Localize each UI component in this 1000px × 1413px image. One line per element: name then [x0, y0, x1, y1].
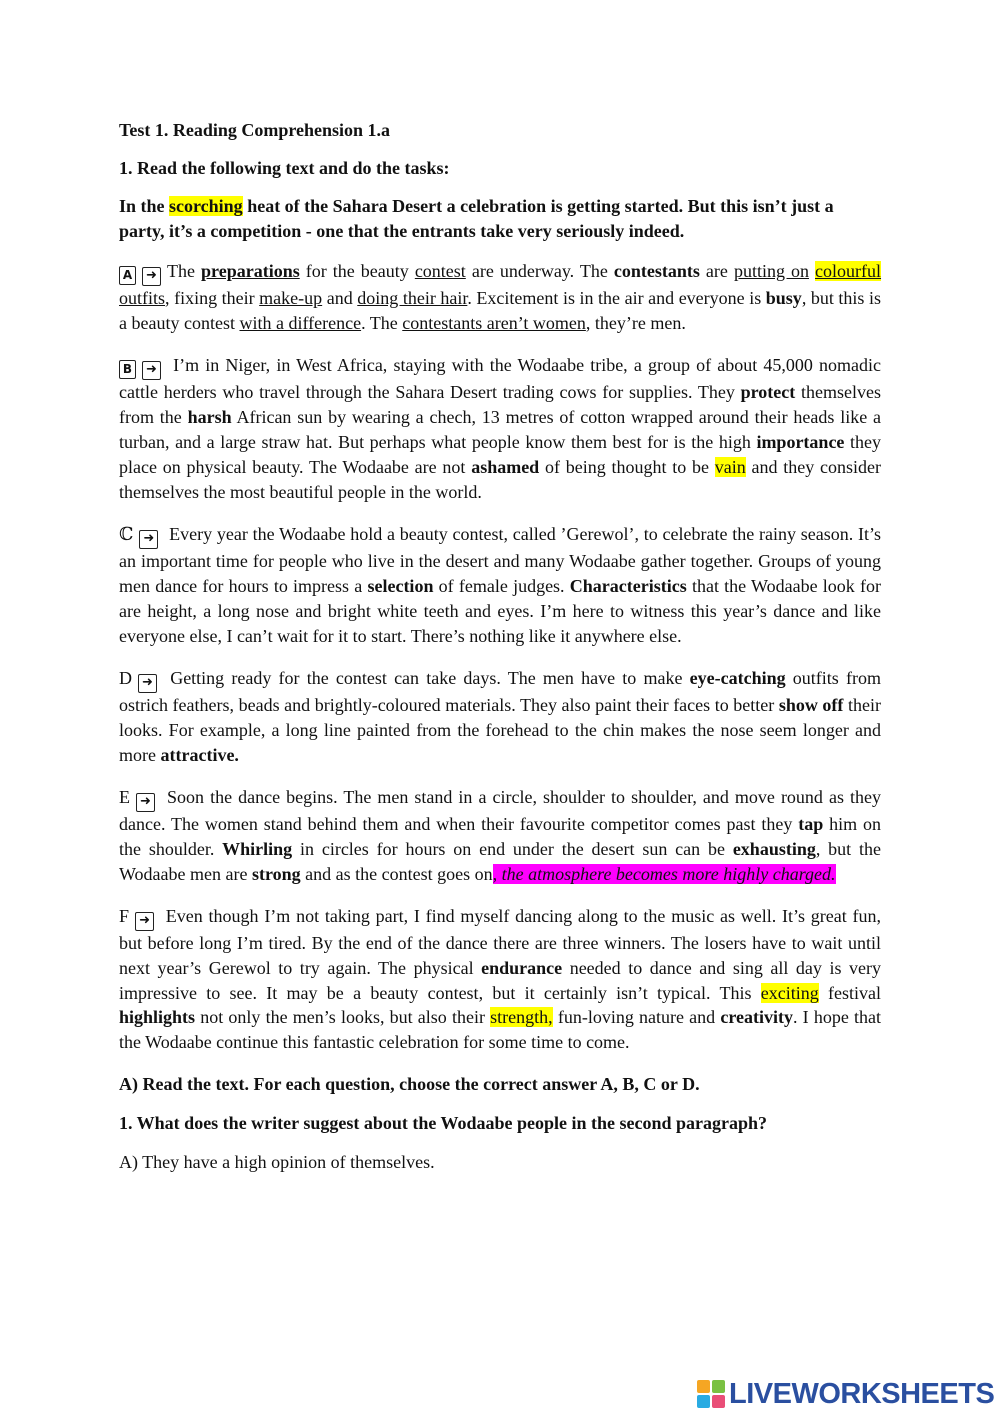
paragraph-label-e: E [119, 787, 130, 807]
bold-word: endurance [481, 957, 563, 978]
text: Every year the Wodaabe hold a beauty contest, called ’Gerewol’, to celebrate the rainy season. It’s an important time for people who live in the desert and many Wodaabe gather together. Groups of young men dance for hours to impress a [119, 524, 881, 596]
paragraph-label-a: A [119, 266, 136, 285]
text: in circles for hours on end under the desert sun can be [292, 839, 733, 859]
section-a-instruction: A) Read the text. For each question, choose the correct answer A, B, C or D. [119, 1073, 700, 1094]
paragraph-c [119, 522, 881, 649]
bold-word: creativity [720, 1007, 793, 1028]
text: . The [361, 313, 403, 333]
text: , they’re men. [585, 313, 686, 333]
logo-square [712, 1380, 725, 1393]
underlined-phrase: contestants aren’t women [402, 313, 586, 333]
highlight-atmosphere: , the atmosphere becomes more highly charged. [492, 864, 836, 884]
underlined-phrase: doing their hair [357, 288, 468, 308]
arrow-icon: ➜ [142, 267, 161, 286]
paragraph-label-b: B [119, 360, 136, 379]
logo-square [697, 1395, 710, 1408]
text: . Excitement is in the air and everyone is [467, 288, 766, 308]
logo-square [712, 1395, 725, 1408]
arrow-icon: ➜ [136, 793, 155, 812]
text: and they consider themselves the most beautiful people in the world. [119, 457, 881, 502]
arrow-icon: ➜ [135, 912, 154, 931]
text: African sun by wearing a chech, 13 metres of cotton wrapped around their heads like a turban, and a large straw hat. But perhaps what people know them best for is the high [119, 407, 882, 452]
text: and [322, 288, 358, 308]
bold-word: protect [740, 382, 796, 402]
underlined-phrase: outfits [119, 288, 166, 308]
text: are [699, 261, 734, 281]
text: , fixing their [165, 288, 260, 308]
highlight-exciting: exciting [760, 982, 819, 1003]
intro-paragraph [119, 194, 881, 244]
text: fun-loving nature and [552, 1007, 721, 1028]
text: that the Wodaabe look for are height, a long nose and bright white teeth and eyes. I’m here to witness this year’s dance and like everyone else, I can’t wait for it to start. There’s nothing like it anywhere else. [119, 576, 881, 646]
answer-option-a[interactable]: A) They have a high opinion of themselves. [119, 1151, 435, 1172]
bold-word: Characteristics [569, 576, 687, 596]
text: they place on physical beauty. The Wodaabe are not [119, 432, 881, 477]
paragraph-label-d: D [119, 668, 132, 688]
bold-word: exhausting [732, 839, 816, 859]
highlight-scorching: scorching [169, 196, 243, 216]
text: festival [818, 982, 882, 1003]
text: . I hope that the Wodaabe continue this fantastic celebration for some time to come. [119, 1007, 882, 1053]
bold-word: harsh [187, 407, 232, 427]
bold-word: importance [756, 432, 845, 452]
task-title: 1. Read the following text and do the tasks: [119, 158, 450, 178]
text: , but this is a beauty contest [119, 288, 881, 333]
underlined-phrase: putting on [733, 261, 809, 281]
text: not only the men’s looks, but also their [195, 1007, 491, 1028]
text: their looks. For example, a long line painted from the forehead to the chin makes the nose seem longer and more [119, 695, 881, 765]
arrow-icon: ➜ [142, 361, 161, 380]
underlined-phrase: make-up [259, 288, 323, 308]
text: Getting ready for the contest can take days. The men have to make [163, 668, 690, 688]
logo-text: LIVEWORKSHEETS [729, 1377, 995, 1410]
arrow-icon: ➜ [138, 674, 157, 693]
bold-word: eye-catching [689, 668, 786, 688]
text: are underway. The [465, 261, 614, 281]
bold-word: selection [367, 576, 434, 596]
text: for the beauty [299, 261, 415, 281]
bold-word: strong [251, 864, 301, 884]
logo-mark-icon [697, 1380, 725, 1408]
paragraph-f [119, 904, 881, 1055]
text: him on the shoulder. [119, 814, 881, 859]
text: , but the Wodaabe men are [119, 839, 881, 884]
bold-word: tap [798, 814, 824, 834]
bold-word: highlights [119, 1007, 196, 1028]
paragraph-d [119, 666, 881, 768]
paragraph-label-c: ℂ [119, 524, 134, 544]
bold-word: attractive. [160, 745, 239, 765]
underlined-phrase: with a difference [239, 313, 362, 333]
bold-word: Whirling [222, 839, 293, 859]
logo-square [697, 1380, 710, 1393]
text: The [167, 261, 202, 281]
arrow-icon: ➜ [139, 530, 158, 549]
highlight-vain: vain [714, 457, 746, 477]
bold-word: show off [778, 695, 844, 715]
underlined-phrase: contest [414, 261, 466, 281]
bold-word: ashamed [471, 457, 540, 477]
paragraph-e [119, 785, 881, 887]
highlight-colourful: colourful [815, 261, 882, 281]
text: themselves from the [119, 382, 882, 427]
text: outfits from ostrich feathers, beads and brightly-coloured materials. They also paint their faces to better [119, 668, 881, 715]
question-1: 1. What does the writer suggest about the Wodaabe people in the second paragraph? [119, 1112, 768, 1133]
worksheet-page [119, 118, 881, 1175]
intro-text: In the [119, 196, 170, 216]
text: Soon the dance begins. The men stand in a circle, shoulder to shoulder, and move round as they dance. The women stand behind them and when their favourite competitor comes past they [119, 787, 881, 834]
paragraph-a [119, 259, 881, 336]
test-title: Test 1. Reading Comprehension 1.a [119, 120, 391, 140]
bold-word: preparations [201, 261, 300, 281]
bold-word: contestants [613, 261, 700, 281]
text: Even though I’m not taking part, I find myself dancing along to the music as well. It’s great fun, but before long I’m tired. By the end of the dance there are three winners. The losers have to wait until next year’s Gerewol to try again. The physical [119, 906, 881, 978]
highlight-strength: strength, [490, 1007, 553, 1028]
liveworksheets-logo [697, 1379, 994, 1409]
text: of being thought to be [539, 457, 715, 477]
text: needed to dance and sing all day is very impressive to see. It may be a beauty contest, but it certainly isn’t typical. This [119, 957, 881, 1003]
paragraph-b [119, 353, 881, 505]
intro-text: heat of the Sahara Desert a celebration is getting started. But this isn’t just a party, it’s a competition - one that the entrants take very seriously indeed. [119, 196, 834, 241]
bold-word: busy [765, 288, 802, 308]
paragraph-label-f: F [119, 906, 130, 926]
text: of female judges. [433, 576, 570, 596]
text: and as the contest goes on [300, 864, 493, 884]
text: I’m in Niger, in West Africa, staying with the Wodaabe tribe, a group of about 45,000 nomadic cattle herders who travel through the Sahara Desert trading cows for supplies. They [119, 355, 881, 402]
